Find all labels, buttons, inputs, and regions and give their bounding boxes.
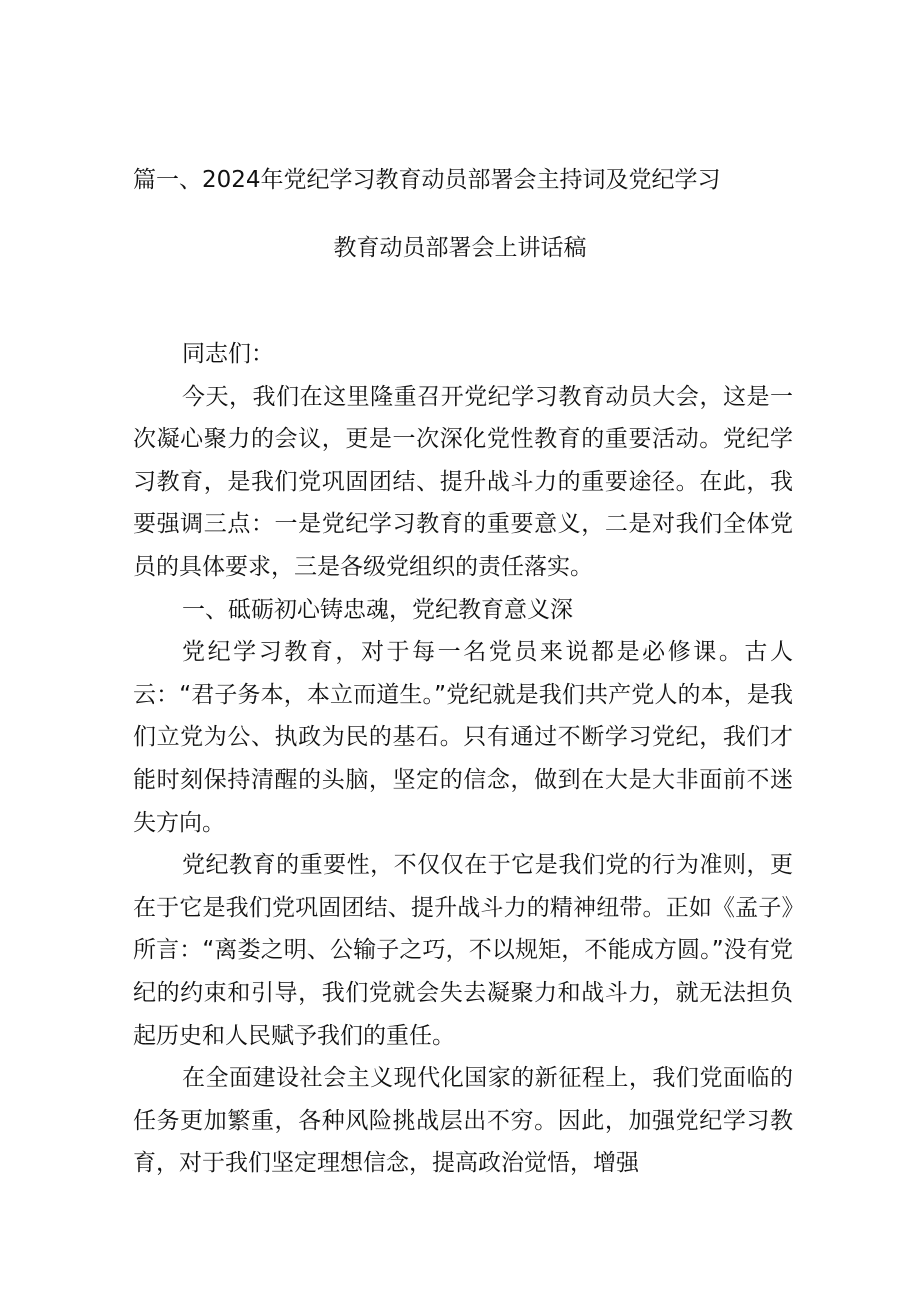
document-title-line-2: 教育动员部署会上讲话稿: [333, 235, 587, 261]
section-heading-1: 一、砥砺初心铸忠魂，党纪教育意义深: [182, 596, 573, 623]
paragraph: 在全面建设社会主义现代化国家的新征程上，我们党面临的任务更加繁重，各种风险挑战层出不穷。因此，加强党纪学习教育，对于我们坚定理想信念，提高政治觉悟，增强: [133, 1065, 793, 1177]
document-title-line-1: 篇一、2024年党纪学习教育动员部署会主持词及党纪学习: [133, 167, 721, 193]
paragraph: 党纪教育的重要性，不仅仅在于它是我们党的行为准则，更在于它是我们党巩固团结、提升战斗力的精神纽带。正如《孟子》所言：“离娄之明、公输子之巧，不以规矩，不能成方圆。”没有党纪的约束和引导，我们党就会失去凝聚力和战斗力，就无法担负起历史和人民赋予我们的重任。: [133, 852, 793, 1049]
paragraph-intro: 今天，我们在这里隆重召开党纪学习教育动员大会，这是一次凝心聚力的会议，更是一次深化党性教育的重要活动。党纪学习教育，是我们党巩固团结、提升战斗力的重要途径。在此，我要强调三点：一是党纪学习教育的重要意义，二是对我们全体党员的具体要求，三是各级党组织的责任落实。: [133, 383, 793, 580]
salutation: 同志们：: [182, 341, 274, 367]
paragraph: 党纪学习教育，对于每一名党员来说都是必修课。古人云：“君子务本，本立而道生。”党纪就是我们共产党人的本，是我们立党为公、执政为民的基石。只有通过不断学习党纪，我们才能时刻保持清醒的头脑，坚定的信念，做到在大是大非面前不迷失方向。: [133, 639, 793, 836]
document-body: [133, 333, 793, 1185]
